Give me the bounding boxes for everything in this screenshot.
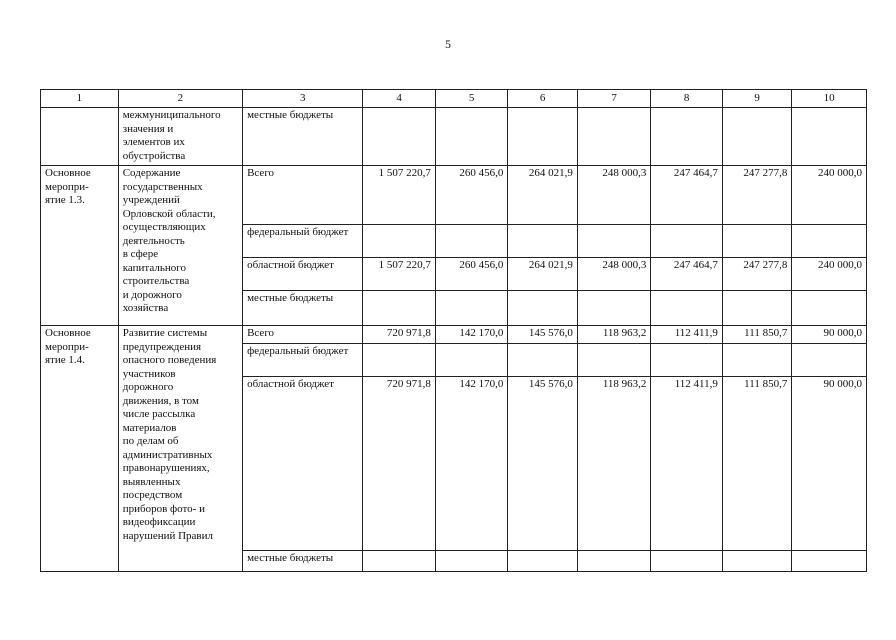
- name-line: посредством: [122, 489, 183, 501]
- value-cell: 1 507 220,7: [363, 166, 436, 225]
- source-cell: федеральный бюджет: [243, 344, 363, 377]
- name-line: значения и: [122, 122, 174, 135]
- value-cell: 240 000,0: [792, 166, 867, 225]
- value-cell: [435, 108, 508, 166]
- name-line: опасного поведения: [122, 354, 217, 366]
- source-cell: федеральный бюджет: [243, 225, 363, 258]
- value-cell: [508, 344, 577, 377]
- value-cell: 720 971,8: [363, 377, 436, 551]
- value-cell: 260 456,0: [435, 166, 508, 225]
- value-cell: [508, 291, 577, 326]
- value-cell: [508, 551, 577, 572]
- value-cell: [792, 108, 867, 166]
- source-cell: местные бюджеты: [243, 108, 363, 166]
- name-line: государственных: [122, 180, 203, 193]
- value-cell: [651, 108, 723, 166]
- name-line: в сфере: [122, 248, 159, 260]
- measure-cell: [41, 166, 119, 326]
- value-cell: 720 971,8: [363, 326, 436, 344]
- column-number: 2: [118, 90, 242, 108]
- measure-line: Основное: [45, 167, 91, 179]
- value-cell: [435, 225, 508, 258]
- name-line: административных: [122, 448, 213, 461]
- value-cell: 1 507 220,7: [363, 258, 436, 291]
- column-number: 5: [435, 90, 508, 108]
- name-line: приборов фото- и: [122, 502, 205, 515]
- name-line: деятельность: [122, 234, 185, 247]
- value-cell: 247 464,7: [651, 258, 723, 291]
- value-cell: 240 000,0: [792, 258, 867, 291]
- column-number: 3: [243, 90, 363, 108]
- name-line: учреждений: [122, 194, 180, 206]
- value-cell: [508, 225, 577, 258]
- value-cell: 112 411,9: [651, 326, 723, 344]
- value-cell: 142 170,0: [435, 326, 508, 344]
- name-cell: [118, 166, 242, 326]
- name-line: числе рассылка: [122, 408, 196, 420]
- value-cell: [722, 225, 791, 258]
- source-cell: областной бюджет: [243, 377, 363, 551]
- measure-cell: [41, 108, 119, 166]
- name-line: видеофиксации: [122, 516, 196, 528]
- source-cell: областной бюджет: [243, 258, 363, 291]
- value-cell: [363, 551, 436, 572]
- value-cell: 264 021,9: [508, 258, 577, 291]
- name-line: обустройства: [122, 149, 186, 162]
- value-cell: 142 170,0: [435, 377, 508, 551]
- name-line: участников: [122, 367, 176, 380]
- name-line: Содержание: [122, 167, 181, 179]
- value-cell: 260 456,0: [435, 258, 508, 291]
- value-cell: 118 963,2: [577, 377, 651, 551]
- name-line: правонарушениях,: [122, 462, 210, 474]
- value-cell: [577, 551, 651, 572]
- value-cell: [435, 344, 508, 377]
- column-number: 4: [363, 90, 436, 108]
- name-line: по делам об: [122, 435, 179, 447]
- value-cell: [722, 551, 791, 572]
- measure-row-total: [41, 326, 867, 344]
- value-cell: 111 850,7: [722, 326, 791, 344]
- value-cell: 90 000,0: [792, 326, 867, 344]
- name-line: и дорожного: [122, 288, 182, 301]
- continuation-row: [41, 108, 867, 166]
- column-number: 6: [508, 90, 577, 108]
- value-cell: [435, 551, 508, 572]
- value-cell: [792, 344, 867, 377]
- name-line: Развитие системы: [122, 327, 208, 339]
- page-number: 5: [445, 37, 451, 51]
- measure-cell: [41, 326, 119, 572]
- name-line: межмуниципального: [122, 109, 221, 121]
- value-cell: [363, 344, 436, 377]
- value-cell: [508, 108, 577, 166]
- value-cell: 145 576,0: [508, 326, 577, 344]
- name-line: предупреждения: [122, 340, 202, 353]
- measure-row-total: [41, 166, 867, 225]
- value-cell: 248 000,3: [577, 258, 651, 291]
- name-line: элементов их: [122, 136, 185, 148]
- name-line: хозяйства: [122, 302, 169, 314]
- name-line: нарушений Правил: [122, 529, 214, 542]
- value-cell: [792, 225, 867, 258]
- value-cell: [792, 291, 867, 326]
- value-cell: [722, 344, 791, 377]
- measure-line: ятие 1.4.: [45, 354, 85, 366]
- name-line: дорожного: [122, 381, 174, 393]
- value-cell: [722, 108, 791, 166]
- measure-line: ятие 1.3.: [45, 194, 85, 206]
- name-line: Орловской области,: [122, 207, 216, 220]
- name-line: строительства: [122, 275, 190, 287]
- column-number-row: [41, 90, 867, 108]
- value-cell: [363, 225, 436, 258]
- value-cell: 118 963,2: [577, 326, 651, 344]
- measure-line: меропри-: [45, 340, 89, 353]
- source-cell: Всего: [243, 166, 363, 225]
- measure-line: Основное: [45, 327, 91, 339]
- budget-table: [40, 89, 867, 572]
- value-cell: [722, 291, 791, 326]
- value-cell: [577, 344, 651, 377]
- value-cell: [577, 108, 651, 166]
- value-cell: [577, 291, 651, 326]
- value-cell: 247 277,8: [722, 166, 791, 225]
- value-cell: [435, 291, 508, 326]
- value-cell: [651, 291, 723, 326]
- name-line: материалов: [122, 421, 177, 434]
- source-cell: местные бюджеты: [243, 291, 363, 326]
- name-line: выявленных: [122, 475, 181, 488]
- name-cell: [118, 326, 242, 572]
- value-cell: 90 000,0: [792, 377, 867, 551]
- source-cell: местные бюджеты: [243, 551, 363, 572]
- value-cell: 111 850,7: [722, 377, 791, 551]
- value-cell: 264 021,9: [508, 166, 577, 225]
- value-cell: 248 000,3: [577, 166, 651, 225]
- name-line: осуществляющих: [122, 221, 206, 233]
- value-cell: [363, 108, 436, 166]
- column-number: 8: [651, 90, 723, 108]
- column-number: 10: [792, 90, 867, 108]
- source-cell: Всего: [243, 326, 363, 344]
- value-cell: [651, 551, 723, 572]
- value-cell: [577, 225, 651, 258]
- value-cell: 247 464,7: [651, 166, 723, 225]
- value-cell: [651, 344, 723, 377]
- measure-line: меропри-: [45, 180, 89, 193]
- name-line: капитального: [122, 261, 186, 274]
- column-number: 7: [577, 90, 651, 108]
- value-cell: 145 576,0: [508, 377, 577, 551]
- name-cell: [118, 108, 242, 166]
- value-cell: [792, 551, 867, 572]
- column-number: 1: [41, 90, 119, 108]
- value-cell: [363, 291, 436, 326]
- column-number: 9: [722, 90, 791, 108]
- value-cell: 112 411,9: [651, 377, 723, 551]
- value-cell: 247 277,8: [722, 258, 791, 291]
- name-line: движения, в том: [122, 394, 199, 407]
- value-cell: [651, 225, 723, 258]
